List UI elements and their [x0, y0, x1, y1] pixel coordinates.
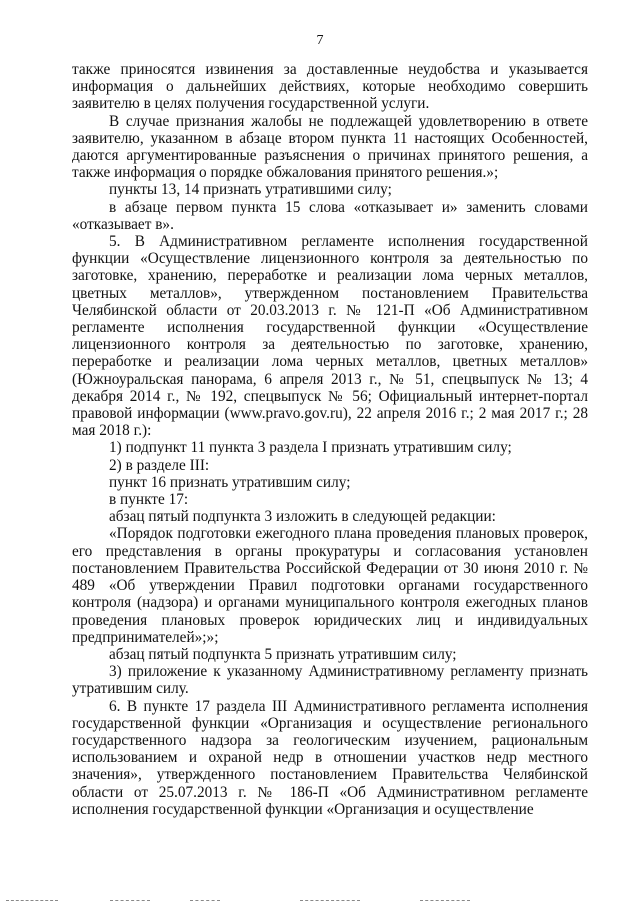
- paragraph: также приносятся извинения за доставленные неудобства и указывается информация о дальнейших действиях, которые необходимо совершить заявителю в целях получения государственной услуги.: [72, 61, 588, 113]
- paragraph: абзац пятый подпункта 5 признать утратившим силу;: [109, 645, 457, 663]
- paragraph: «Порядок подготовки ежегодного плана проведения плановых проверок, его представления в органы прокуратуры и согласования установлен постановлением Правительства Российской Федерации от 30 июня 2010 г. № 489 «Об утверждении Правил подготовки органами государственного контроля (надзора) и органами муниципального контроля ежегодных планов проведения плановых проверок юридических лиц и индивидуальных предпринимателей»;»;: [72, 525, 588, 646]
- scan-edge-marks: [0, 900, 640, 902]
- paragraph: абзац пятый подпункта 3 изложить в следующей редакции:: [109, 508, 496, 526]
- paragraph: 5. В Административном регламенте исполнения государственной функции «Осуществление лицензионного контроля за деятельностью по заготовке, хранению, переработке и реализации лома черных металлов, цветных металлов», утвержденном постановлением Правительства Челябинской области от 20.03.2013 г. № 121-П «Об Административном регламенте исполнения государственной функции «Осуществление лицензионного контроля за деятельностью по заготовке, хранению, переработке и реализации лома черных металлов, цветных металлов» (Южноуральская панорама, 6 апреля 2013 г., № 51, спецвыпуск № 13; 4 декабря 2014 г., № 192, спецвыпуск № 56; Официальный интернет-портал правовой информации (www.pravo.gov.ru), 22 апреля 2016 г.; 2 мая 2017 г.; 28 мая 2018 г.):: [72, 233, 588, 440]
- paragraph: В случае признания жалобы не подлежащей удовлетворению в ответе заявителю, указанном в абзаце втором пункта 11 настоящих Особенностей, даются аргументированные разъяснения о причинах принятого решения, а также информация о порядке обжалования принятого решения.»;: [72, 112, 588, 182]
- document-body: [72, 61, 588, 818]
- paragraph: 1) подпункт 11 пункта 3 раздела I признать утратившим силу;: [109, 439, 512, 457]
- paragraph: в абзаце первом пункта 15 слова «отказывает и» заменить словами «отказывает в».: [72, 198, 588, 233]
- paragraph: пункты 13, 14 признать утратившими силу;: [109, 181, 392, 199]
- paragraph: пункт 16 признать утратившим силу;: [109, 473, 351, 491]
- paragraph: 3) приложение к указанному Административному регламенту признать утратившим силу.: [72, 663, 588, 698]
- page-number: 7: [316, 33, 324, 48]
- paragraph: 2) в разделе III:: [109, 456, 210, 474]
- paragraph: 6. В пункте 17 раздела III Административного регламента исполнения государственной функции «Организация и осуществление регионального государственного надзора за геологическим изучением, рациональным использованием и охраной недр в отношении участков недр местного значения», утвержденного постановлением Правительства Челябинской области от 25.07.2013 г. № 186-П «Об Административном регламенте исполнения государственной функции «Организация и осуществление: [72, 697, 588, 818]
- paragraph: в пункте 17:: [109, 491, 189, 509]
